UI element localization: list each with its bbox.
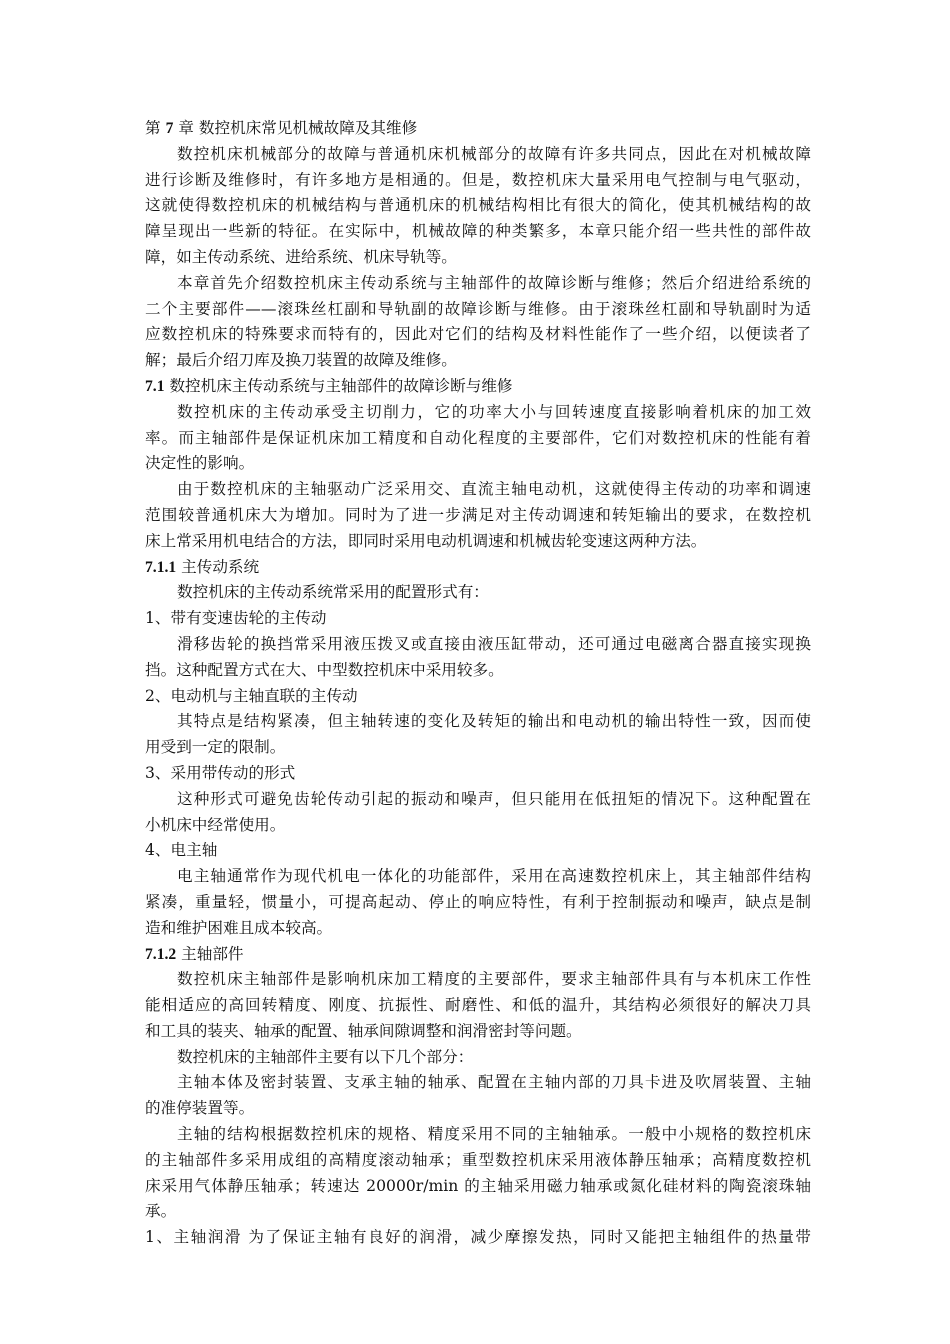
- section-7-1-2-paragraph-4: [145, 1122, 811, 1225]
- section-number: 7.1.2: [145, 945, 177, 963]
- text-line: 数控机床的主传动承受主切削力，它的功率大小与回转速度直接影响着机床的加工效: [177, 402, 811, 421]
- text-line: 率。而主轴部件是保证机床加工精度和自动化程度的主要部件，它们对数控机床的性能有着: [145, 428, 811, 447]
- list-item-4-text: [145, 864, 811, 941]
- text-line: 障呈现出一些新的特征。在实际中，机械故障的种类繁多，本章只能介绍一些共性的部件故: [145, 222, 811, 241]
- chapter-heading: [145, 116, 811, 142]
- text-line: 主轴本体及密封装置、支承主轴的轴承、配置在主轴内部的刀具卡进及吹屑装置、主轴: [177, 1073, 811, 1092]
- section-heading-7-1-2: [145, 942, 811, 968]
- section-heading-7-1: [145, 374, 811, 400]
- list-item-3-heading: 3、采用带传动的形式: [145, 763, 296, 782]
- text-line: 解；最后介绍刀库及换刀装置的故障及维修。: [145, 351, 457, 370]
- section-title: 主轴部件: [176, 944, 244, 963]
- section-number: 7.1: [145, 377, 165, 395]
- section-heading-7-1-1: [145, 555, 811, 581]
- chapter-prefix: 第: [145, 119, 161, 137]
- text-line: 进行诊断及维修时，有许多地方是相通的。但是，数控机床大量采用电气控制与电气驱动，: [145, 170, 811, 189]
- intro-paragraph-1: [145, 142, 811, 271]
- section-7-1-2-paragraph-1: [145, 967, 811, 1044]
- section-7-1-1-intro: 数控机床的主传动系统常采用的配置形式有：: [177, 583, 489, 602]
- list-item-3-text: [145, 787, 811, 839]
- text-line: 的准停装置等。: [145, 1099, 255, 1118]
- text-line: 床采用气体静压轴承；转速达 20000r/min 的主轴采用磁力轴承或氮化硅材料的陶瓷滚珠轴: [145, 1176, 811, 1195]
- text-line: 由于数控机床的主轴驱动广泛采用交、直流主轴电动机，这就使得主传动的功率和调速: [177, 480, 811, 499]
- text-line: 的主轴部件多采用成组的高精度滚动轴承；重型数控机床采用液体静压轴承；高精度数控机: [145, 1150, 811, 1169]
- chapter-number: 7: [165, 120, 174, 137]
- text-line: 主轴的结构根据数控机床的规格、精度采用不同的主轴轴承。一般中小规格的数控机床: [177, 1125, 811, 1144]
- intro-paragraph-2: [145, 271, 811, 374]
- text-line: 范围较普通机床大为增加。同时为了进一步满足对主传动调速和转矩输出的要求，在数控机: [145, 505, 811, 524]
- text-line: 这就使得数控机床的机械结构与普通机床的机械结构相比有很大的简化，使其机械结构的故: [145, 196, 811, 215]
- text-line: 滑移齿轮的换挡常采用液压拨叉或直接由液压缸带动，还可通过电磁离合器直接实现换: [177, 634, 811, 653]
- text-line: 和工具的装夹、轴承的配置、轴承间隙调整和润滑密封等问题。: [145, 1021, 582, 1040]
- section-7-1-paragraph-1: [145, 400, 811, 477]
- list-item-1-heading: 1、带有变速齿轮的主传动: [145, 609, 327, 628]
- text-line: 决定性的影响。: [145, 454, 255, 473]
- chapter-title: 章 数控机床常见机械故障及其维修: [178, 119, 418, 137]
- text-line: 二个主要部件——滚珠丝杠副和导轨副的故障诊断与维修。由于滚珠丝杠副和导轨副时为适: [145, 299, 811, 318]
- text-line: 障，如主传动系统、进给系统、机床导轨等。: [145, 247, 457, 266]
- text-line: 床上常采用机电结合的方法，即同时采用电动机调速和机械齿轮变速这两种方法。: [145, 531, 707, 550]
- list-item-1-text: [145, 632, 811, 684]
- text-line: 数控机床主轴部件是影响机床加工精度的主要部件，要求主轴部件具有与本机床工作性: [177, 970, 811, 989]
- text-line: 本章首先介绍数控机床主传动系统与主轴部件的故障诊断与维修；然后介绍进给系统的: [177, 273, 811, 292]
- text-line: 应数控机床的特殊要求而特有的，因此对它们的结构及材料性能作了一些介绍，以便读者了: [145, 325, 811, 344]
- text-line: 用受到一定的限制。: [145, 738, 286, 757]
- text-line: 能相适应的高回转精度、刚度、抗振性、耐磨性、和低的温升，其结构必须很好的解决刀具: [145, 996, 811, 1015]
- lubrication-item-line: 1、主轴润滑 为了保证主轴有良好的润滑，减少摩擦发热，同时又能把主轴组件的热量带: [145, 1228, 811, 1247]
- text-line: 数控机床机械部分的故障与普通机床机械部分的故障有许多共同点，因此在对机械故障: [177, 144, 811, 163]
- text-line: 造和维护困难且成本较高。: [145, 918, 333, 937]
- list-item-4-heading: 4、电主轴: [145, 841, 218, 860]
- text-line: 这种形式可避免齿轮传动引起的振动和噪声，但只能用在低扭矩的情况下。这种配置在: [177, 789, 811, 808]
- text-line: 挡。这种配置方式在大、中型数控机床中采用较多。: [145, 660, 504, 679]
- list-item-2-text: [145, 709, 811, 761]
- section-7-1-2-paragraph-3: [145, 1070, 811, 1122]
- section-title: 数控机床主传动系统与主轴部件的故障诊断与维修: [164, 376, 513, 395]
- section-number: 7.1.1: [145, 558, 177, 576]
- text-line: 紧凑，重量轻，惯量小，可提高起动、停止的响应特性，有利于控制振动和噪声，缺点是制: [145, 892, 811, 911]
- section-7-1-paragraph-2: [145, 477, 811, 554]
- section-title: 主传动系统: [176, 557, 260, 576]
- text-line: 电主轴通常作为现代机电一体化的功能部件，采用在高速数控机床上，其主轴部件结构: [177, 867, 811, 886]
- section-7-1-2-paragraph-2: 数控机床的主轴部件主要有以下几个部分：: [177, 1047, 474, 1066]
- text-line: 小机床中经常使用。: [145, 815, 286, 834]
- text-line: 承。: [145, 1202, 177, 1221]
- list-item-2-heading: 2、电动机与主轴直联的主传动: [145, 686, 358, 705]
- text-line: 其特点是结构紧凑，但主轴转速的变化及转矩的输出和电动机的输出特性一致，因而使: [177, 712, 811, 731]
